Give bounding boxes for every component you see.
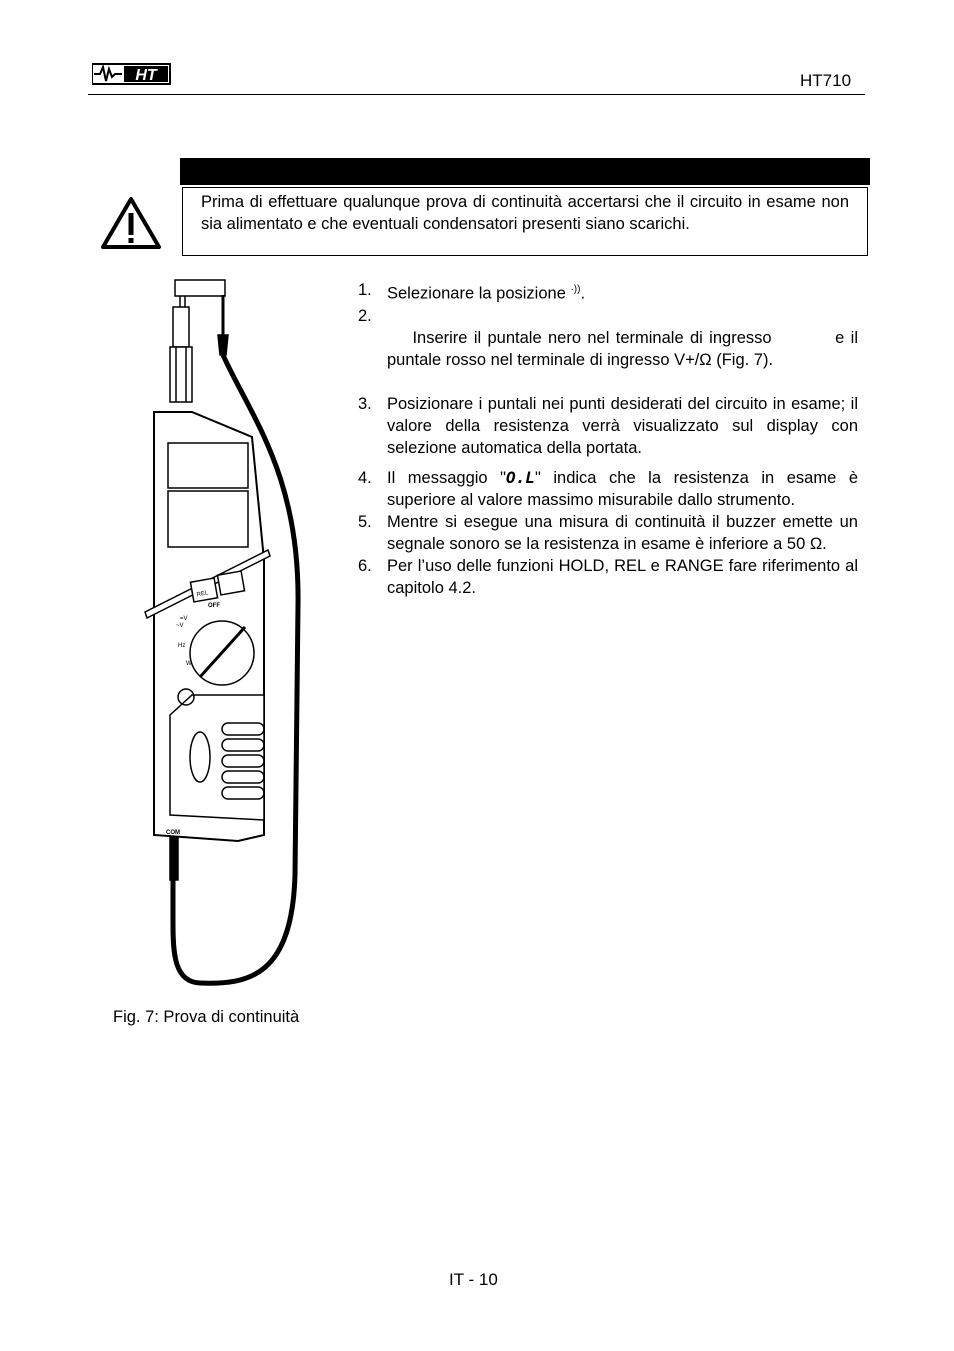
multimeter-figure [140,275,310,990]
continuity-symbol: ·)) [570,284,581,295]
rel-button-label: REL [196,590,209,599]
list-item: 1. Selezionare la posizione ·)). [358,281,586,303]
section-title-bar [180,158,870,185]
dcv-label: =V [180,616,188,622]
list-item: 4. Il messaggio "O.L" indica che la resistenza in esame è superiore al valore massimo misurabile dallo strumento. [358,467,859,509]
list-item: 3. Posizionare i puntali nei punti desiderati del circuito in esame; il valore della resistenza verrà visualizzato sul display con selezione automatica della portata. [358,394,858,457]
com-label: COM [166,830,180,836]
procedure-steps [356,279,863,599]
warning-triangle-icon [100,196,162,250]
list-item: 6. Per l’uso delle funzioni HOLD, REL e RANGE fare riferimento al capitolo 4.2. [358,556,858,597]
acv-label: ~V [176,623,184,629]
warning-text: Prima di effettuare qualunque prova di continuità accertarsi che il circuito in esame non sia alimentato e che eventuali condensatori presenti siano scarichi. [201,193,849,233]
header-rule [88,94,865,95]
off-label: OFF [208,603,220,609]
figure-caption: Fig. 7: Prova di continuità [113,1008,300,1026]
ol-display-text: O.L [506,467,535,487]
list-item: 2. Inserire il puntale nero nel terminale di ingresso e il puntale rosso nel terminale di ingresso V+/Ω (Fig. 7). [358,306,863,369]
ht-logo [92,58,172,88]
page-number: IT - 10 [449,1270,498,1289]
hz-label: Hz [178,643,186,649]
warning-box [182,187,868,256]
logo-text: HT [135,67,157,84]
model-name: HT710 [800,71,852,90]
list-item: 5. Mentre si esegue una misura di continuità il buzzer emette un segnale sonoro se la resistenza in esame è inferiore a 50 Ω. [358,512,858,553]
ohm-label: W [186,661,192,667]
